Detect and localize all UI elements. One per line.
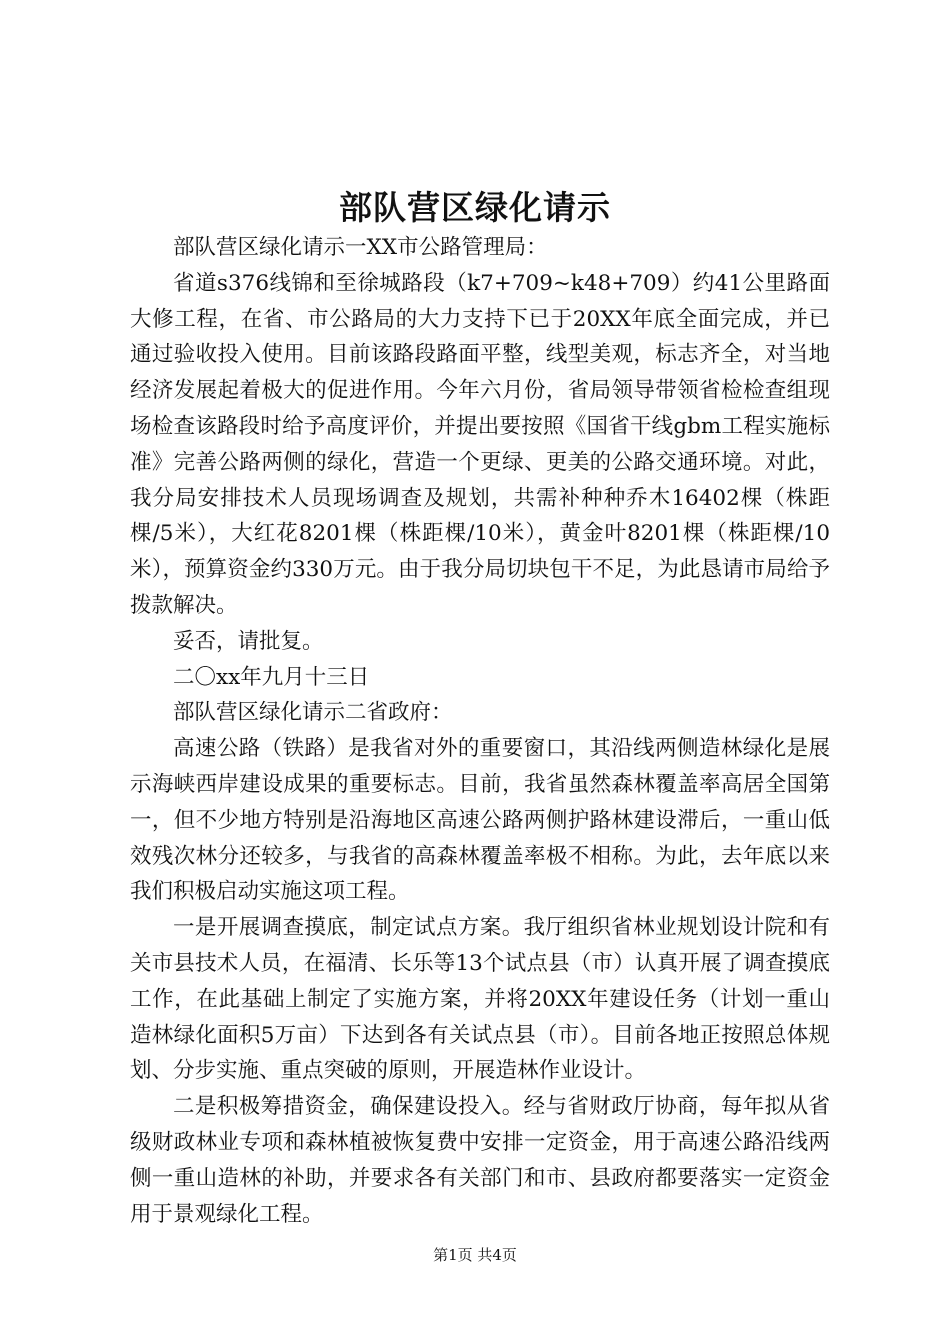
paragraph-body-1: 省道s376线锦和至徐城路段（k7+709~k48+709）约41公里路面大修工程，在省、市公路局的大力支持下已于20XX年底全面完成，并已通过验收投入使用。目前该路段路面平整，线型美观，标志齐全，对当地经济发展起着极大的促进作用。今年六月份，省局领导带领省检检查组现场检查该路段时给予高度评价，并提出要按照《国省干线gbm工程实施标准》完善公路两侧的绿化，营造一个更绿、更美的公路交通环境。对此，我分局安排技术人员现场调查及规划，共需补种种乔木16402棵（株距棵/5米），大红花8201棵（株距棵/10米），黄金叶8201棵（株距棵/10米），预算资金约330万元。由于我分局切块包干不足，为此恳请市局给予拨款解决。	[130, 270, 830, 618]
paragraph-date: 二〇xx年九月十三日	[173, 664, 370, 690]
document-body	[130, 230, 830, 1232]
page-footer: 第1页 共4页	[433, 1246, 517, 1264]
paragraph-body-4: 二是积极筹措资金，确保建设投入。经与省财政厅协商，每年拟从省级财政林业专项和森林植被恢复费中安排一定资金，用于高速公路沿线两侧一重山造林的补助，并要求各有关部门和市、县政府都要落实一定资金用于景观绿化工程。	[130, 1094, 830, 1227]
paragraph-salutation-2: 部队营区绿化请示二省政府：	[173, 700, 453, 726]
paragraph-salutation-1: 部队营区绿化请示一XX市公路管理局：	[173, 235, 548, 260]
paragraph-body-3: 一是开展调查摸底，制定试点方案。我厅组织省林业规划设计院和有关市县技术人员，在福清、长乐等13个试点县（市）认真开展了调查摸底工作，在此基础上制定了实施方案，并将20XX年建设任务（计划一重山造林绿化面积5万亩）下达到各有关试点县（市）。目前各地正按照总体规划、分步实施、重点突破的原则，开展造林作业设计。	[130, 915, 830, 1084]
paragraph-closing: 妥否，请批复。	[173, 628, 324, 654]
paragraph-body-2: 高速公路（铁路）是我省对外的重要窗口，其沿线两侧造林绿化是展示海峡西岸建设成果的重要标志。目前，我省虽然森林覆盖率高居全国第一，但不少地方特别是沿海地区高速公路两侧护路林建设滞后，一重山低效残次林分还较多，与我省的高森林覆盖率极不相称。为此，去年底以来我们积极启动实施这项工程。	[130, 736, 830, 905]
document-title: 部队营区绿化请示	[339, 188, 611, 227]
